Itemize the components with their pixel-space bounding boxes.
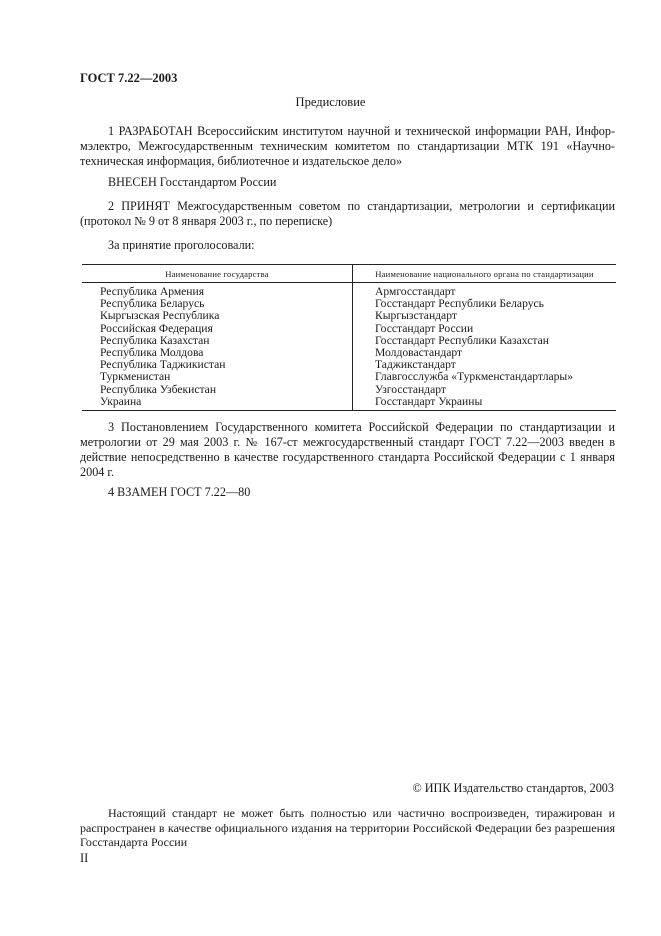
preface-item-1-text: 1 РАЗРАБОТАН Всероссийским институтом научной и технической информации РАН, Информэлектро, Межгосударственным техническим комитетом по стандартизации МТК 191 «Научно-техническая информация, библиотечное и издательское дело» (80, 124, 615, 168)
col-header-state: Наименование государства (82, 265, 353, 283)
preface-item-2-text: 2 ПРИНЯТ Межгосударственным советом по стандартизации, метрологии и сертификации (протокол № 9 от 8 января 2003 г., по переписке) (80, 199, 615, 228)
copyright-line: © ИПК Издательство стандартов, 2003 (412, 781, 614, 795)
reproduction-notice-text: Настоящий стандарт не может быть полностью или частично воспроизведен, тиражирован и распространен в качестве официального издания на территории Российской Федерации без разрешения Госстандарта России (80, 806, 615, 849)
state-name: Республика Молдова (100, 346, 204, 360)
state-name: Украина (100, 394, 142, 408)
page-number: II (80, 851, 89, 865)
standards-body: Госстандарт Украины (375, 394, 483, 408)
standards-body: Госстандарт Республики Беларусь (375, 297, 544, 311)
state-name: Российская Федерация (100, 321, 213, 335)
preface-item-3 (80, 420, 615, 480)
preface-item-1 (80, 124, 615, 169)
standards-body: Таджикстандарт (375, 358, 456, 372)
voted-intro-text: За принятие проголосовали: (108, 238, 255, 252)
standards-body: Главгосслужба «Туркменстандартлары» (375, 370, 574, 384)
col-header-body: Наименование национального органа по стандартизации (353, 265, 617, 283)
state-name: Республика Узбекистан (100, 382, 217, 396)
standards-body: Молдовастандарт (375, 346, 463, 360)
standards-body: Кыргызстандарт (375, 309, 457, 323)
reproduction-notice (80, 806, 615, 850)
voting-states-table (82, 264, 616, 411)
state-name: Республика Беларусь (100, 297, 205, 311)
table-header-row (82, 265, 616, 283)
voted-intro (80, 238, 615, 253)
standards-bodies-cell (353, 283, 617, 411)
preface-item-4-text: 4 ВЗАМЕН ГОСТ 7.22—80 (108, 485, 251, 499)
standards-body: Армгосстандарт (375, 285, 456, 298)
standards-body: Узгосстандарт (375, 382, 446, 396)
state-name: Республика Таджикистан (100, 358, 226, 372)
preface-item-2 (80, 199, 615, 229)
standards-body: Госстандарт Республики Казахстан (375, 333, 549, 347)
state-name: Кыргызская Республика (100, 309, 220, 323)
preface-item-4 (80, 485, 615, 500)
state-name: Туркменистан (100, 370, 171, 384)
standards-body: Госстандарт России (375, 321, 474, 335)
state-name: Республика Казахстан (100, 333, 210, 347)
table-body-row (82, 283, 616, 411)
state-name: Республика Армения (100, 285, 205, 298)
preface-title: Предисловие (295, 95, 366, 109)
preface-item-3-text: 3 Постановлением Государственного комитета Российской Федерации по стандартизации и метрологии от 29 мая 2003 г. № 167-ст межгосударственный стандарт ГОСТ 7.22—2003 введен в действие непосредственно в качестве государственного стандарта Российской Федерации с 1 января 2004 г. (80, 420, 615, 479)
standard-code: ГОСТ 7.22—2003 (80, 71, 178, 85)
introduced-by (80, 175, 615, 190)
introduced-by-text: ВНЕСЕН Госстандартом России (108, 175, 277, 189)
state-names-cell (82, 283, 353, 411)
